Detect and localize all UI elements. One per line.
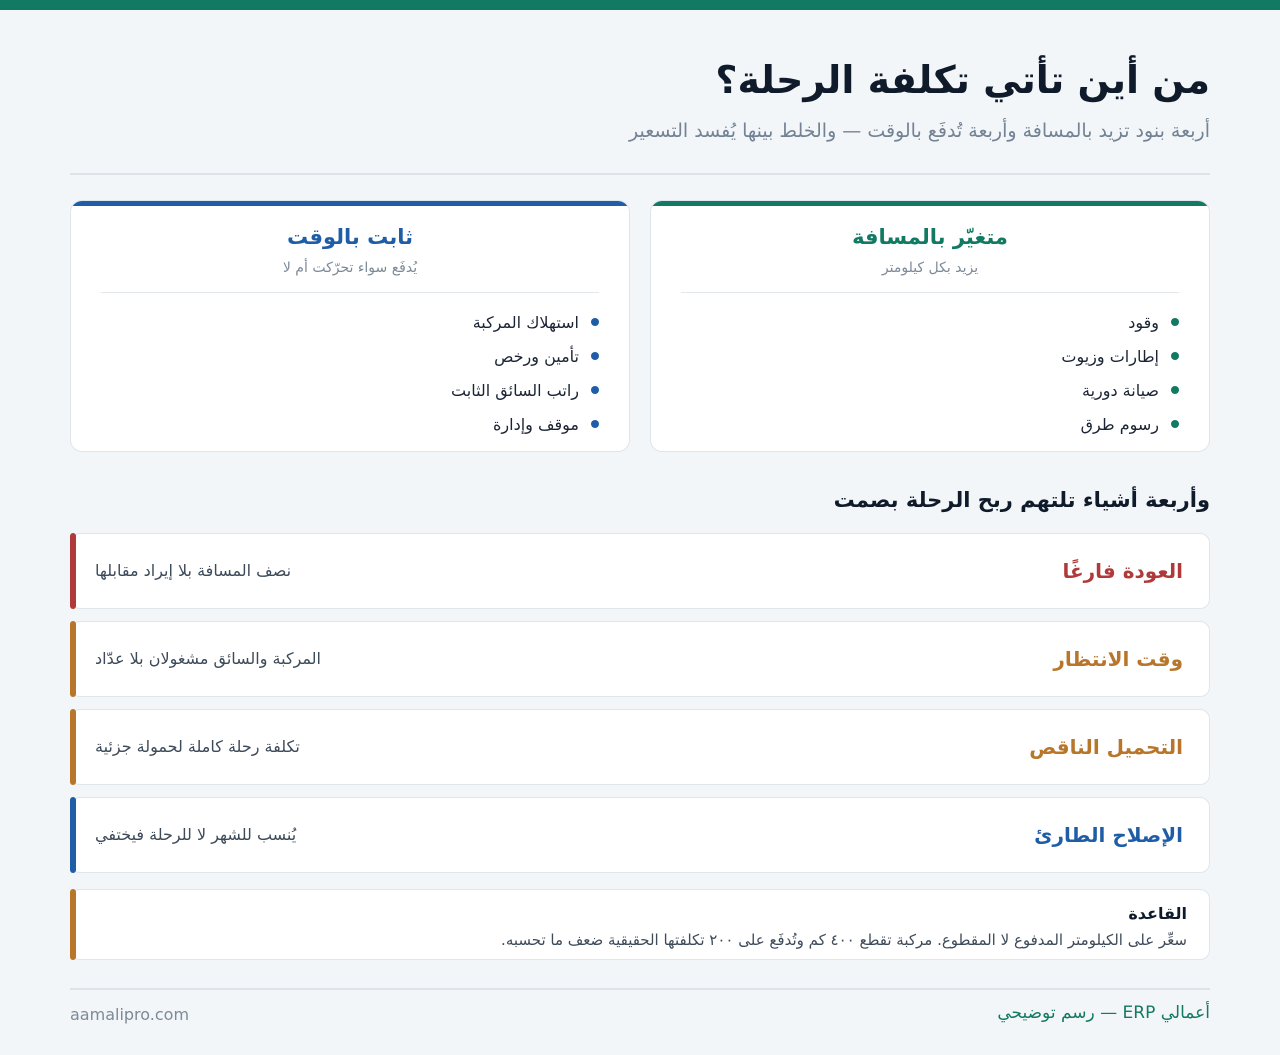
list-item-label: موقف وإدارة bbox=[493, 414, 579, 434]
page-title: من أين تأتي تكلفة الرحلة؟ bbox=[715, 58, 1210, 102]
bullet-icon bbox=[591, 420, 599, 428]
list-item bbox=[681, 373, 1179, 407]
leak-accent-bar bbox=[70, 621, 76, 697]
list-item-label: راتب السائق الثابت bbox=[451, 380, 579, 400]
leak-row-partial-load bbox=[70, 709, 1210, 785]
page-subtitle: أربعة بنود تزيد بالمسافة وأربعة تُدفَع بالوقت — والخلط بينها يُفسد التسعير bbox=[629, 120, 1210, 142]
top-accent-bar bbox=[0, 0, 1280, 10]
list-item-label: إطارات وزيوت bbox=[1061, 346, 1159, 366]
list-item-label: استهلاك المركبة bbox=[472, 312, 579, 332]
leak-row-empty-return bbox=[70, 533, 1210, 609]
bullet-icon bbox=[1171, 386, 1179, 394]
leak-name: وقت الانتظار bbox=[1053, 647, 1183, 671]
fixed-cost-card bbox=[70, 200, 630, 452]
variable-cost-card bbox=[650, 200, 1210, 452]
fixed-cost-list bbox=[101, 305, 599, 441]
leak-description: نصف المسافة بلا إيراد مقابلها bbox=[95, 561, 292, 580]
card-accent-bar bbox=[71, 201, 629, 206]
footer-divider bbox=[70, 988, 1210, 990]
list-item bbox=[681, 407, 1179, 441]
card-divider bbox=[681, 292, 1179, 293]
card-subtitle: يزيد بكل كيلومتر bbox=[881, 260, 979, 276]
leak-name: التحميل الناقص bbox=[1029, 735, 1183, 759]
card-title: ثابت بالوقت bbox=[287, 225, 413, 249]
bullet-icon bbox=[1171, 420, 1179, 428]
card-title: متغيّر بالمسافة bbox=[852, 225, 1008, 249]
footer-site-link[interactable]: aamalipro.com bbox=[70, 1005, 190, 1024]
list-item bbox=[101, 339, 599, 373]
list-item bbox=[101, 373, 599, 407]
callout-heading: القاعدة bbox=[1128, 904, 1187, 923]
bullet-icon bbox=[1171, 318, 1179, 326]
list-item bbox=[101, 407, 599, 441]
leak-description: المركبة والسائق مشغولان بلا عدّاد bbox=[95, 649, 321, 668]
leak-description: يُنسب للشهر لا للرحلة فيختفي bbox=[95, 825, 297, 844]
bullet-icon bbox=[591, 352, 599, 360]
callout-accent-bar bbox=[70, 889, 76, 960]
callout-text: سعِّر على الكيلومتر المدفوع لا المقطوع. مركبة تقطع ٤٠٠ كم وتُدفَع على ٢٠٠ تكلفتها الحقيقية ضعف ما تحسبه. bbox=[501, 931, 1187, 949]
bullet-icon bbox=[591, 318, 599, 326]
section-title: وأربعة أشياء تلتهم ربح الرحلة بصمت bbox=[833, 488, 1210, 512]
leak-accent-bar bbox=[70, 709, 76, 785]
bullet-icon bbox=[591, 386, 599, 394]
leak-name: العودة فارغًا bbox=[1062, 559, 1183, 583]
list-item-label: صيانة دورية bbox=[1081, 380, 1159, 400]
leak-row-emergency-repair bbox=[70, 797, 1210, 873]
list-item bbox=[681, 339, 1179, 373]
leak-accent-bar bbox=[70, 533, 76, 609]
leak-row-waiting-time bbox=[70, 621, 1210, 697]
leak-description: تكلفة رحلة كاملة لحمولة جزئية bbox=[95, 737, 300, 756]
list-item-label: تأمين ورخص bbox=[494, 346, 579, 366]
card-subtitle: يُدفَع سواء تحرّكت أم لا bbox=[282, 260, 418, 276]
card-divider bbox=[101, 292, 599, 293]
card-accent-bar bbox=[651, 201, 1209, 206]
list-item-label: وقود bbox=[1128, 312, 1159, 332]
list-item bbox=[101, 305, 599, 339]
pricing-rule-callout bbox=[70, 889, 1210, 960]
variable-cost-list bbox=[681, 305, 1179, 441]
list-item-label: رسوم طرق bbox=[1080, 414, 1159, 434]
list-item bbox=[681, 305, 1179, 339]
footer-brand: أعمالي ERP — رسم توضيحي bbox=[997, 1003, 1210, 1023]
leak-accent-bar bbox=[70, 797, 76, 873]
header-divider bbox=[70, 173, 1210, 175]
leak-name: الإصلاح الطارئ bbox=[1034, 823, 1183, 847]
bullet-icon bbox=[1171, 352, 1179, 360]
